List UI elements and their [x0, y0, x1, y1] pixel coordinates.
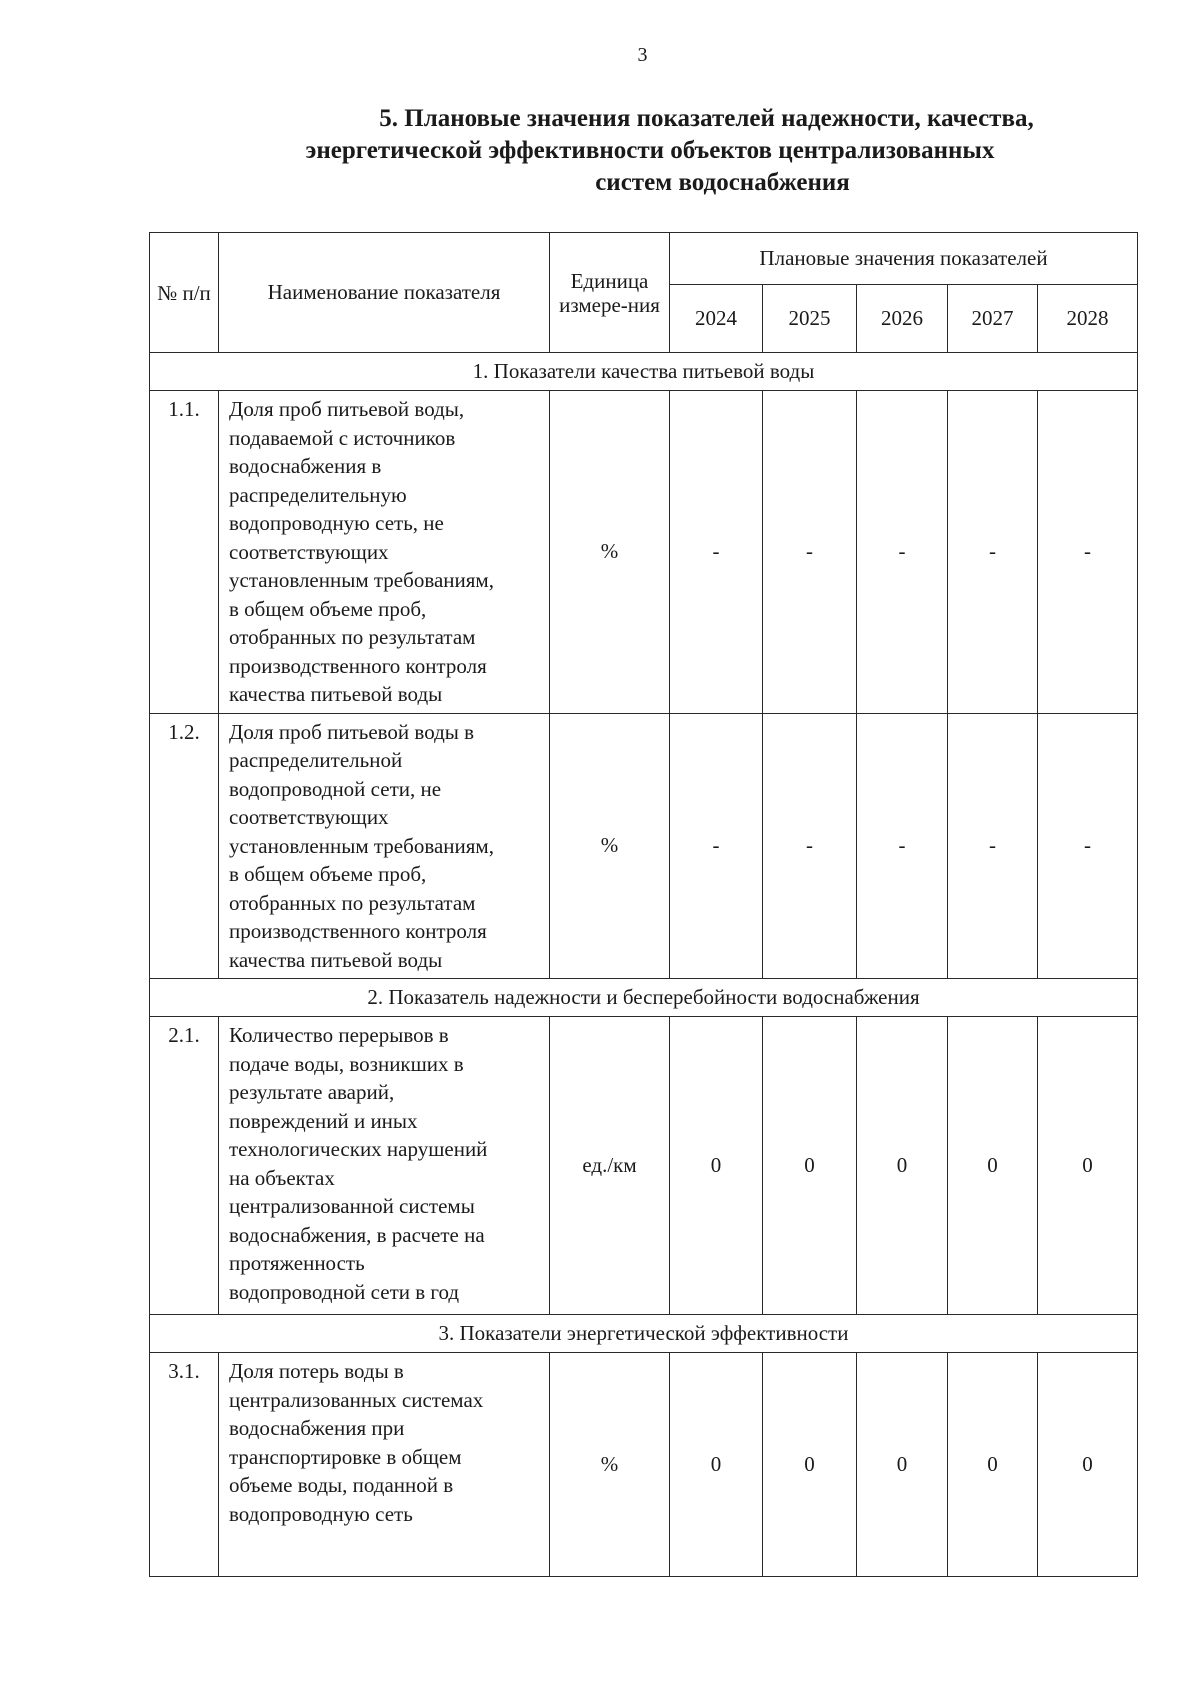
- header-plan: Плановые значения показателей: [670, 233, 1138, 285]
- indicator-name-line: отобранных по результатам: [229, 625, 476, 649]
- value-cell: -: [857, 713, 948, 979]
- indicator-name-line: Количество перерывов в: [229, 1023, 449, 1047]
- header-year: 2025: [763, 285, 857, 353]
- unit-cell: ед./км: [550, 1017, 670, 1315]
- indicator-name-line: технологических нарушений: [229, 1137, 488, 1161]
- indicator-name-line: подаваемой с источников: [229, 425, 456, 450]
- table-row: [150, 1017, 1138, 1315]
- header-year: 2024: [670, 285, 763, 353]
- indicator-name-line: объеме воды, поданной в: [229, 1473, 454, 1497]
- header-year: 2027: [948, 285, 1038, 353]
- table-row: [150, 1353, 1138, 1577]
- header-row-1: [150, 233, 1138, 285]
- indicator-name-line: распределительную: [229, 482, 407, 507]
- section-row: [150, 353, 1138, 391]
- indicator-name-line: результате аварий,: [229, 1080, 395, 1104]
- indicator-name-line: производственного контроля: [229, 919, 487, 943]
- header-year: 2028: [1038, 285, 1138, 353]
- indicator-name-line: на объектах: [229, 1165, 335, 1190]
- value-cell: -: [1038, 391, 1138, 714]
- header-year: 2026: [857, 285, 948, 353]
- header-num: № п/п: [150, 233, 219, 353]
- value-cell: -: [857, 391, 948, 714]
- row-number: 1.1.: [150, 391, 219, 714]
- table-row: [150, 391, 1138, 714]
- indicator-name-line: протяженность: [229, 1251, 365, 1275]
- unit-cell: %: [550, 391, 670, 714]
- value-cell: 0: [857, 1017, 948, 1315]
- indicator-name-line: производственного контроля: [229, 653, 487, 678]
- title-line-1: 5. Плановые значения показателей надежности, качества,: [379, 105, 1034, 132]
- indicator-name-line: качества питьевой воды: [229, 682, 443, 706]
- value-cell: 0: [1038, 1353, 1138, 1577]
- indicator-name-line: водопроводной сети, не: [229, 776, 442, 801]
- value-cell: 0: [763, 1353, 857, 1577]
- header-unit: Единица измере-ния: [550, 233, 670, 353]
- indicator-name-line: подаче воды, возникших в: [229, 1051, 464, 1076]
- indicator-name-line: в общем объеме проб,: [229, 862, 427, 886]
- indicator-name-line: водоснабжения, в расчете на: [229, 1222, 485, 1247]
- indicator-name-line: централизованной системы: [229, 1194, 475, 1218]
- indicator-name-line: соответствующих: [229, 805, 389, 829]
- section-row: [150, 979, 1138, 1017]
- unit-cell: %: [550, 1353, 670, 1577]
- indicator-name-line: водоснабжения при: [229, 1416, 405, 1440]
- value-cell: -: [948, 391, 1038, 714]
- indicator-name: [219, 713, 550, 979]
- row-number: 1.2.: [150, 713, 219, 979]
- value-cell: -: [1038, 713, 1138, 979]
- table-row: [150, 713, 1138, 979]
- indicator-name-line: Доля потерь воды в: [229, 1359, 404, 1383]
- value-cell: 0: [948, 1017, 1038, 1315]
- value-cell: 0: [1038, 1017, 1138, 1315]
- row-number: 3.1.: [150, 1353, 219, 1577]
- indicator-name-line: установленным требованиям,: [229, 568, 494, 592]
- value-cell: -: [670, 391, 763, 714]
- indicator-name-line: соответствующих: [229, 539, 389, 564]
- value-cell: -: [670, 713, 763, 979]
- value-cell: 0: [670, 1353, 763, 1577]
- value-cell: -: [948, 713, 1038, 979]
- section-title: 2. Показатель надежности и бесперебойности водоснабжения: [150, 979, 1138, 1017]
- indicator-name-line: повреждений и иных: [229, 1108, 418, 1133]
- indicator-name-line: водоснабжения в: [229, 454, 382, 478]
- indicators-table: [149, 232, 1138, 1577]
- row-number: 2.1.: [150, 1017, 219, 1315]
- section-title: 3. Показатели энергетической эффективности: [150, 1315, 1138, 1353]
- indicator-name-line: водопроводную сеть: [229, 1501, 413, 1526]
- indicator-name-line: централизованных системах: [229, 1387, 484, 1412]
- title-line-3: систем водоснабжения: [595, 169, 850, 196]
- unit-cell: %: [550, 713, 670, 979]
- indicator-name-line: Доля проб питьевой воды в: [229, 719, 475, 744]
- indicator-name-line: качества питьевой воды: [229, 947, 443, 972]
- section-title: 1. Показатели качества питьевой воды: [150, 353, 1138, 391]
- indicator-name-line: транспортировке в общем: [229, 1444, 462, 1469]
- title-line-2: энергетической эффективности объектов централизованных: [305, 137, 995, 164]
- header-name: Наименование показателя: [219, 233, 550, 353]
- value-cell: 0: [763, 1017, 857, 1315]
- section-row: [150, 1315, 1138, 1353]
- indicator-name-line: распределительной: [229, 748, 403, 772]
- indicator-name-line: отобранных по результатам: [229, 890, 476, 915]
- indicator-name: [219, 1017, 550, 1315]
- indicator-name: [219, 1353, 550, 1577]
- indicator-name-line: в общем объеме проб,: [229, 596, 427, 621]
- value-cell: 0: [948, 1353, 1038, 1577]
- indicator-name: [219, 391, 550, 714]
- indicator-name-line: установленным требованиям,: [229, 833, 494, 858]
- indicator-name-line: водопроводную сеть, не: [229, 511, 444, 535]
- value-cell: 0: [670, 1017, 763, 1315]
- page-title: [150, 103, 1150, 199]
- value-cell: 0: [857, 1353, 948, 1577]
- indicator-name-line: Доля проб питьевой воды,: [229, 397, 465, 421]
- value-cell: -: [763, 713, 857, 979]
- page-number: 3: [637, 44, 648, 66]
- value-cell: -: [763, 391, 857, 714]
- indicator-name-line: водопроводной сети в год: [229, 1279, 460, 1304]
